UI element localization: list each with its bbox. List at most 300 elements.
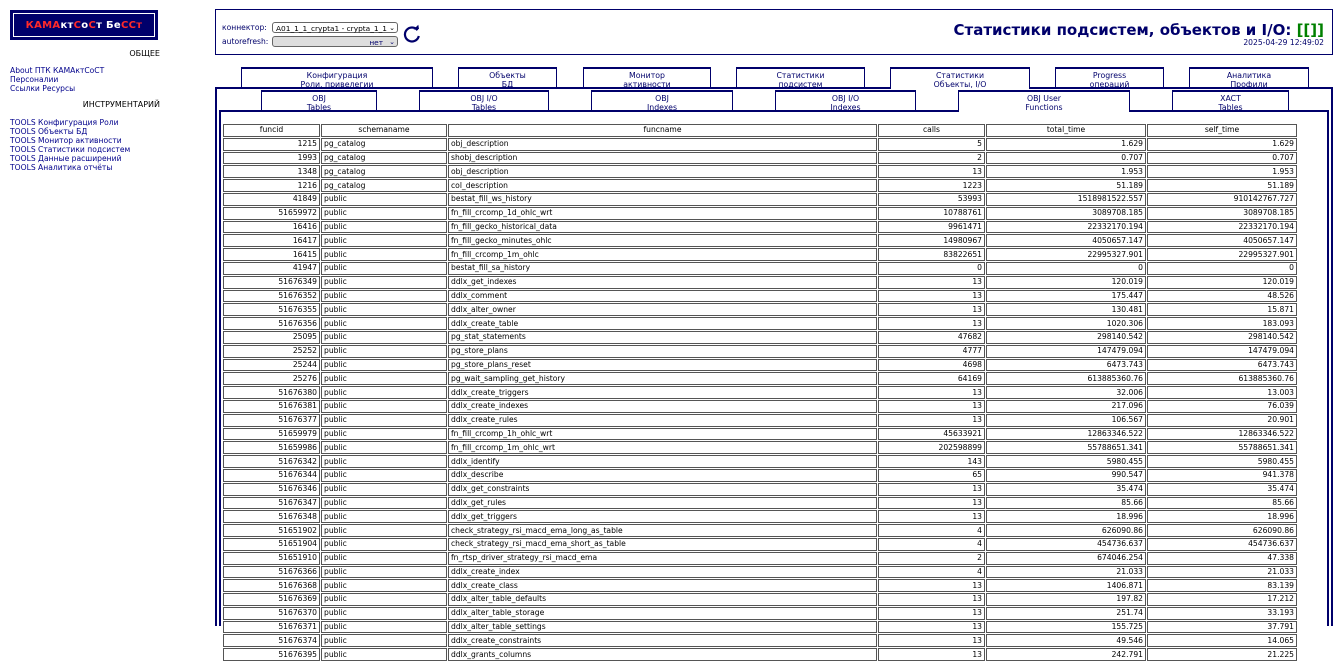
- cell-total-time: 990.547: [986, 469, 1146, 482]
- cell-funcname: ddlx_alter_table_settings: [448, 621, 877, 634]
- cell-self-time: 626090.86: [1147, 524, 1297, 537]
- cell-calls: 83822651: [878, 248, 985, 261]
- table-row[interactable]: [223, 510, 1297, 523]
- column-header-funcid[interactable]: funcid: [223, 124, 320, 137]
- cell-schemaname: public: [321, 386, 447, 399]
- table-row[interactable]: [223, 262, 1297, 275]
- page-title: Статистики подсистем, объектов и I/O: [[]]: [953, 21, 1324, 39]
- cell-calls: 47682: [878, 331, 985, 344]
- cell-funcname: fn_fill_crcomp_1h_ohlc_wrt: [448, 428, 877, 441]
- cell-calls: 4: [878, 566, 985, 579]
- cell-funcid: 51676370: [223, 607, 320, 620]
- table-row[interactable]: [223, 497, 1297, 510]
- table-row[interactable]: [223, 621, 1297, 634]
- cell-funcname: ddlx_create_constraints: [448, 634, 877, 647]
- cell-calls: 53993: [878, 193, 985, 206]
- cell-funcid: 51676369: [223, 593, 320, 606]
- table-row[interactable]: [223, 165, 1297, 178]
- cell-funcid: 51676348: [223, 510, 320, 523]
- cell-funcname: bestat_fill_ws_history: [448, 193, 877, 206]
- cell-funcid: 16416: [223, 221, 320, 234]
- cell-funcid: 51659979: [223, 428, 320, 441]
- cell-total-time: 298140.542: [986, 331, 1146, 344]
- cell-schemaname: public: [321, 579, 447, 592]
- cell-funcid: 51651902: [223, 524, 320, 537]
- cell-funcname: bestat_fill_sa_history: [448, 262, 877, 275]
- cell-calls: 13: [878, 648, 985, 661]
- table-header-row: [223, 124, 1297, 137]
- cell-self-time: 941.378: [1147, 469, 1297, 482]
- cell-self-time: 5980.455: [1147, 455, 1297, 468]
- column-header-total-time[interactable]: total_time: [986, 124, 1146, 137]
- cell-schemaname: pg_catalog: [321, 179, 447, 192]
- table-row[interactable]: [223, 303, 1297, 316]
- cell-funcid: 16415: [223, 248, 320, 261]
- table-row[interactable]: [223, 331, 1297, 344]
- cell-schemaname: public: [321, 276, 447, 289]
- cell-self-time: 1.629: [1147, 138, 1297, 151]
- cell-schemaname: public: [321, 414, 447, 427]
- cell-calls: 0: [878, 262, 985, 275]
- cell-self-time: 183.093: [1147, 317, 1297, 330]
- cell-calls: 2: [878, 152, 985, 165]
- cell-self-time: 298140.542: [1147, 331, 1297, 344]
- tab-objects-io-stats[interactable]: Статистики Объекты, I/O: [890, 67, 1030, 89]
- cell-calls: 13: [878, 510, 985, 523]
- table-row[interactable]: [223, 400, 1297, 413]
- cell-calls: 14980967: [878, 234, 985, 247]
- cell-self-time: 22332170.194: [1147, 221, 1297, 234]
- table-row[interactable]: [223, 345, 1297, 358]
- cell-self-time: 85.66: [1147, 497, 1297, 510]
- cell-funcname: fn_rtsp_driver_strategy_rsi_macd_ema: [448, 552, 877, 565]
- cell-total-time: 55788651.341: [986, 441, 1146, 454]
- cell-total-time: 613885360.76: [986, 372, 1146, 385]
- link-tools-activity-monitor[interactable]: TOOLS Монитор активности: [10, 136, 122, 145]
- tab-config-roles[interactable]: Конфигурация Роли, привелегии: [241, 67, 433, 87]
- cell-funcid: 25095: [223, 331, 320, 344]
- cell-total-time: 130.481: [986, 303, 1146, 316]
- cell-funcname: obj_description: [448, 138, 877, 151]
- subtab-obj-io-indexes[interactable]: OBJ I/O Indexes: [775, 90, 916, 110]
- cell-funcid: 51676371: [223, 621, 320, 634]
- subtab-obj-user-functions[interactable]: OBJ User Functions: [958, 90, 1130, 112]
- column-header-calls[interactable]: calls: [878, 124, 985, 137]
- cell-schemaname: public: [321, 234, 447, 247]
- table-row[interactable]: [223, 593, 1297, 606]
- cell-calls: 13: [878, 290, 985, 303]
- cell-funcname: pg_wait_sampling_get_history: [448, 372, 877, 385]
- cell-self-time: 18.996: [1147, 510, 1297, 523]
- cell-calls: 65: [878, 469, 985, 482]
- cell-calls: 13: [878, 400, 985, 413]
- table-row[interactable]: [223, 441, 1297, 454]
- cell-calls: 2: [878, 552, 985, 565]
- cell-calls: 4777: [878, 345, 985, 358]
- subtab-obj-io-tables[interactable]: OBJ I/O Tables: [419, 90, 549, 110]
- cell-self-time: 3089708.185: [1147, 207, 1297, 220]
- tab-progress[interactable]: Progress операций: [1055, 67, 1164, 87]
- table-row[interactable]: [223, 524, 1297, 537]
- cell-schemaname: public: [321, 248, 447, 261]
- cell-funcid: 1348: [223, 165, 320, 178]
- cell-calls: 45633921: [878, 428, 985, 441]
- tab-activity-monitor[interactable]: Монитор активности: [583, 67, 711, 87]
- cell-self-time: 0.707: [1147, 152, 1297, 165]
- cell-self-time: 47.338: [1147, 552, 1297, 565]
- cell-total-time: 120.019: [986, 276, 1146, 289]
- cell-total-time: 85.66: [986, 497, 1146, 510]
- cell-schemaname: pg_catalog: [321, 138, 447, 151]
- cell-self-time: 21.225: [1147, 648, 1297, 661]
- cell-schemaname: public: [321, 221, 447, 234]
- table-row[interactable]: [223, 372, 1297, 385]
- cell-self-time: 35.474: [1147, 483, 1297, 496]
- cell-funcid: 1993: [223, 152, 320, 165]
- cell-funcname: ddlx_create_table: [448, 317, 877, 330]
- autorefresh-select[interactable]: [272, 36, 398, 47]
- table-row[interactable]: [223, 193, 1297, 206]
- cell-calls: 10788761: [878, 207, 985, 220]
- cell-funcname: ddlx_grants_columns: [448, 648, 877, 661]
- cell-schemaname: public: [321, 469, 447, 482]
- cell-calls: 5: [878, 138, 985, 151]
- cell-funcname: ddlx_get_constraints: [448, 483, 877, 496]
- cell-funcid: 51676368: [223, 579, 320, 592]
- cell-self-time: 83.139: [1147, 579, 1297, 592]
- chevron-down-icon: ⌄: [389, 38, 395, 46]
- cell-calls: 9961471: [878, 221, 985, 234]
- cell-self-time: 20.901: [1147, 414, 1297, 427]
- section-heading-general: ОБЩЕЕ: [129, 49, 160, 58]
- cell-funcname: ddlx_alter_owner: [448, 303, 877, 316]
- table-row[interactable]: [223, 290, 1297, 303]
- cell-calls: 4: [878, 524, 985, 537]
- cell-funcid: 41849: [223, 193, 320, 206]
- table-row[interactable]: [223, 234, 1297, 247]
- cell-funcname: fn_fill_gecko_minutes_ohlc: [448, 234, 877, 247]
- table-row[interactable]: [223, 579, 1297, 592]
- cell-funcname: ddlx_get_indexes: [448, 276, 877, 289]
- cell-self-time: 13.003: [1147, 386, 1297, 399]
- cell-schemaname: public: [321, 648, 447, 661]
- cell-total-time: 217.096: [986, 400, 1146, 413]
- cell-self-time: 910142767.727: [1147, 193, 1297, 206]
- cell-calls: 13: [878, 414, 985, 427]
- cell-funcname: ddlx_alter_table_storage: [448, 607, 877, 620]
- cell-total-time: 197.82: [986, 593, 1146, 606]
- cell-schemaname: public: [321, 455, 447, 468]
- cell-total-time: 18.996: [986, 510, 1146, 523]
- cell-funcid: 51676374: [223, 634, 320, 647]
- link-about[interactable]: About ПТК КАМАктСоСТ: [10, 66, 105, 75]
- cell-funcname: ddlx_identify: [448, 455, 877, 468]
- tab-analytics[interactable]: Аналитика Профили: [1189, 67, 1309, 87]
- cell-self-time: 0: [1147, 262, 1297, 275]
- cell-funcid: 51676366: [223, 566, 320, 579]
- cell-calls: 13: [878, 386, 985, 399]
- table-row[interactable]: [223, 359, 1297, 372]
- tab-subsystem-stats[interactable]: Статистики подсистем: [736, 67, 865, 87]
- cell-calls: 13: [878, 634, 985, 647]
- cell-total-time: 12863346.522: [986, 428, 1146, 441]
- cell-schemaname: public: [321, 524, 447, 537]
- link-tools-analytics-reports[interactable]: TOOLS Аналитика отчёты: [10, 163, 113, 172]
- cell-self-time: 454736.637: [1147, 538, 1297, 551]
- table-row[interactable]: [223, 414, 1297, 427]
- cell-total-time: 35.474: [986, 483, 1146, 496]
- cell-total-time: 626090.86: [986, 524, 1146, 537]
- cell-self-time: 6473.743: [1147, 359, 1297, 372]
- cell-calls: 13: [878, 317, 985, 330]
- column-header-funcname[interactable]: funcname: [448, 124, 877, 137]
- cell-calls: 13: [878, 621, 985, 634]
- cell-schemaname: public: [321, 483, 447, 496]
- cell-schemaname: public: [321, 621, 447, 634]
- link-tools-extension-data[interactable]: TOOLS Данные расширений: [10, 154, 122, 163]
- cell-total-time: 51.189: [986, 179, 1146, 192]
- cell-total-time: 1.629: [986, 138, 1146, 151]
- column-header-self-time[interactable]: self_time: [1147, 124, 1297, 137]
- subtab-obj-indexes[interactable]: OBJ Indexes: [591, 90, 733, 110]
- cell-schemaname: public: [321, 303, 447, 316]
- cell-funcname: fn_fill_crcomp_1d_ohlc_wrt: [448, 207, 877, 220]
- cell-total-time: 454736.637: [986, 538, 1146, 551]
- table-row[interactable]: [223, 179, 1297, 192]
- cell-schemaname: public: [321, 262, 447, 275]
- subtab-obj-tables[interactable]: OBJ Tables: [261, 90, 377, 110]
- cell-schemaname: public: [321, 497, 447, 510]
- cell-total-time: 1020.306: [986, 317, 1146, 330]
- table-row[interactable]: [223, 455, 1297, 468]
- cell-schemaname: public: [321, 372, 447, 385]
- cell-schemaname: public: [321, 607, 447, 620]
- table-row[interactable]: [223, 386, 1297, 399]
- table-body: [223, 138, 1297, 661]
- cell-schemaname: public: [321, 317, 447, 330]
- tools-links: [10, 118, 130, 172]
- cell-calls: 13: [878, 303, 985, 316]
- cell-funcname: pg_store_plans: [448, 345, 877, 358]
- autorefresh-value: нет: [369, 38, 383, 47]
- cell-funcid: 51651910: [223, 552, 320, 565]
- section-heading-tools: ИНСТРУМЕНТАРИЙ: [82, 100, 160, 109]
- cell-total-time: 5980.455: [986, 455, 1146, 468]
- cell-funcname: ddlx_create_class: [448, 579, 877, 592]
- cell-self-time: 120.019: [1147, 276, 1297, 289]
- logo[interactable]: [10, 10, 158, 40]
- table-row[interactable]: [223, 607, 1297, 620]
- cell-funcid: 16417: [223, 234, 320, 247]
- cell-self-time: 17.212: [1147, 593, 1297, 606]
- cell-funcid: 51659972: [223, 207, 320, 220]
- cell-schemaname: public: [321, 552, 447, 565]
- table-row[interactable]: [223, 552, 1297, 565]
- cell-funcname: fn_fill_gecko_historical_data: [448, 221, 877, 234]
- cell-total-time: 106.567: [986, 414, 1146, 427]
- subtab-xact-tables[interactable]: XACT Tables: [1172, 90, 1289, 110]
- cell-total-time: 1406.871: [986, 579, 1146, 592]
- cell-calls: 13: [878, 593, 985, 606]
- table-row[interactable]: [223, 483, 1297, 496]
- cell-total-time: 674046.254: [986, 552, 1146, 565]
- cell-total-time: 6473.743: [986, 359, 1146, 372]
- table-row[interactable]: [223, 538, 1297, 551]
- cell-funcid: 51676347: [223, 497, 320, 510]
- cell-calls: 4: [878, 538, 985, 551]
- tab-db-objects[interactable]: Объекты БД: [458, 67, 557, 87]
- cell-schemaname: public: [321, 566, 447, 579]
- cell-funcid: 51676380: [223, 386, 320, 399]
- cell-calls: 13: [878, 483, 985, 496]
- cell-calls: 4698: [878, 359, 985, 372]
- cell-total-time: 49.546: [986, 634, 1146, 647]
- cell-total-time: 3089708.185: [986, 207, 1146, 220]
- cell-schemaname: pg_catalog: [321, 152, 447, 165]
- cell-funcid: 51676342: [223, 455, 320, 468]
- cell-funcname: check_strategy_rsi_macd_ema_short_as_table: [448, 538, 877, 551]
- table-row[interactable]: [223, 469, 1297, 482]
- cell-funcname: ddlx_alter_table_defaults: [448, 593, 877, 606]
- cell-schemaname: public: [321, 593, 447, 606]
- cell-self-time: 51.189: [1147, 179, 1297, 192]
- link-resources[interactable]: Ссылки Ресурсы: [10, 84, 76, 93]
- cell-total-time: 147479.094: [986, 345, 1146, 358]
- cell-funcid: 51676346: [223, 483, 320, 496]
- cell-total-time: 0: [986, 262, 1146, 275]
- general-links: [10, 66, 104, 93]
- cell-funcname: ddlx_create_index: [448, 566, 877, 579]
- table-row[interactable]: [223, 207, 1297, 220]
- table-row[interactable]: [223, 648, 1297, 661]
- cell-schemaname: public: [321, 441, 447, 454]
- connector-select[interactable]: [272, 22, 398, 33]
- cell-funcid: 51651904: [223, 538, 320, 551]
- cell-funcname: pg_store_plans_reset: [448, 359, 877, 372]
- cell-funcid: 41947: [223, 262, 320, 275]
- table-row[interactable]: [223, 152, 1297, 165]
- cell-total-time: 1518981522.557: [986, 193, 1146, 206]
- table-row[interactable]: [223, 276, 1297, 289]
- link-personalii[interactable]: Персоналии: [10, 75, 59, 84]
- cell-calls: 64169: [878, 372, 985, 385]
- link-tools-subsystem-stats[interactable]: TOOLS Статистики подсистем: [10, 145, 131, 154]
- cell-schemaname: public: [321, 400, 447, 413]
- cell-schemaname: public: [321, 538, 447, 551]
- cell-schemaname: public: [321, 207, 447, 220]
- link-tools-config-roles[interactable]: TOOLS Конфигурация Роли: [10, 118, 119, 127]
- cell-calls: 202598899: [878, 441, 985, 454]
- cell-self-time: 147479.094: [1147, 345, 1297, 358]
- cell-schemaname: public: [321, 331, 447, 344]
- cell-schemaname: public: [321, 345, 447, 358]
- logo-text: КАМА кт С о С т Бе ССт: [13, 13, 155, 37]
- cell-funcname: ddlx_create_indexes: [448, 400, 877, 413]
- table-row[interactable]: [223, 248, 1297, 261]
- header-panel: [215, 9, 1333, 55]
- connector-label: коннектор:: [222, 23, 267, 32]
- connector-value: A01_1_1_crypta1 - crypta_1_1: [276, 24, 388, 33]
- functions-table: [222, 123, 1298, 662]
- cell-calls: 143: [878, 455, 985, 468]
- cell-total-time: 251.74: [986, 607, 1146, 620]
- cell-calls: 1223: [878, 179, 985, 192]
- cell-funcid: 51676344: [223, 469, 320, 482]
- cell-calls: 13: [878, 165, 985, 178]
- cell-funcid: 25244: [223, 359, 320, 372]
- column-header-schemaname[interactable]: schemaname: [321, 124, 447, 137]
- cell-funcid: 51676356: [223, 317, 320, 330]
- cell-self-time: 48.526: [1147, 290, 1297, 303]
- cell-total-time: 21.033: [986, 566, 1146, 579]
- cell-funcname: col_description: [448, 179, 877, 192]
- cell-self-time: 12863346.522: [1147, 428, 1297, 441]
- link-tools-db-objects[interactable]: TOOLS Объекты БД: [10, 127, 88, 136]
- cell-schemaname: public: [321, 428, 447, 441]
- page-datetime: 2025-04-29 12:49:02: [1243, 38, 1324, 47]
- cell-calls: 13: [878, 607, 985, 620]
- cell-calls: 13: [878, 497, 985, 510]
- table-row[interactable]: [223, 566, 1297, 579]
- cell-total-time: 22995327.901: [986, 248, 1146, 261]
- cell-funcname: ddlx_get_triggers: [448, 510, 877, 523]
- cell-total-time: 0.707: [986, 152, 1146, 165]
- cell-schemaname: pg_catalog: [321, 165, 447, 178]
- cell-funcname: ddlx_get_rules: [448, 497, 877, 510]
- autorefresh-label: autorefresh:: [222, 37, 269, 46]
- cell-funcname: fn_fill_crcomp_1m_ohlc_wrt: [448, 441, 877, 454]
- cell-total-time: 22332170.194: [986, 221, 1146, 234]
- table-row[interactable]: [223, 634, 1297, 647]
- cell-funcname: pg_stat_statements: [448, 331, 877, 344]
- cell-self-time: 33.193: [1147, 607, 1297, 620]
- cell-funcname: shobj_description: [448, 152, 877, 165]
- cell-funcname: fn_fill_crcomp_1m_ohlc: [448, 248, 877, 261]
- cell-self-time: 1.953: [1147, 165, 1297, 178]
- cell-funcid: 51676352: [223, 290, 320, 303]
- cell-schemaname: public: [321, 634, 447, 647]
- cell-total-time: 1.953: [986, 165, 1146, 178]
- cell-calls: 13: [878, 276, 985, 289]
- table-row[interactable]: [223, 317, 1297, 330]
- cell-self-time: 37.791: [1147, 621, 1297, 634]
- cell-funcid: 25276: [223, 372, 320, 385]
- cell-funcname: ddlx_create_triggers: [448, 386, 877, 399]
- cell-total-time: 155.725: [986, 621, 1146, 634]
- cell-funcname: check_strategy_rsi_macd_ema_long_as_table: [448, 524, 877, 537]
- table-row[interactable]: [223, 138, 1297, 151]
- table-row[interactable]: [223, 221, 1297, 234]
- cell-funcid: 51676377: [223, 414, 320, 427]
- cell-self-time: 14.065: [1147, 634, 1297, 647]
- cell-self-time: 21.033: [1147, 566, 1297, 579]
- table-row[interactable]: [223, 428, 1297, 441]
- cell-total-time: 242.791: [986, 648, 1146, 661]
- cell-funcid: 51676355: [223, 303, 320, 316]
- cell-self-time: 613885360.76: [1147, 372, 1297, 385]
- sidebar: [0, 0, 170, 626]
- cell-funcname: ddlx_create_rules: [448, 414, 877, 427]
- cell-funcid: 25252: [223, 345, 320, 358]
- cell-schemaname: public: [321, 193, 447, 206]
- cell-funcname: ddlx_describe: [448, 469, 877, 482]
- cell-funcid: 1215: [223, 138, 320, 151]
- cell-funcid: 1216: [223, 179, 320, 192]
- refresh-icon[interactable]: [402, 24, 422, 44]
- cell-funcid: 51676395: [223, 648, 320, 661]
- cell-funcid: 51659986: [223, 441, 320, 454]
- cell-funcname: ddlx_comment: [448, 290, 877, 303]
